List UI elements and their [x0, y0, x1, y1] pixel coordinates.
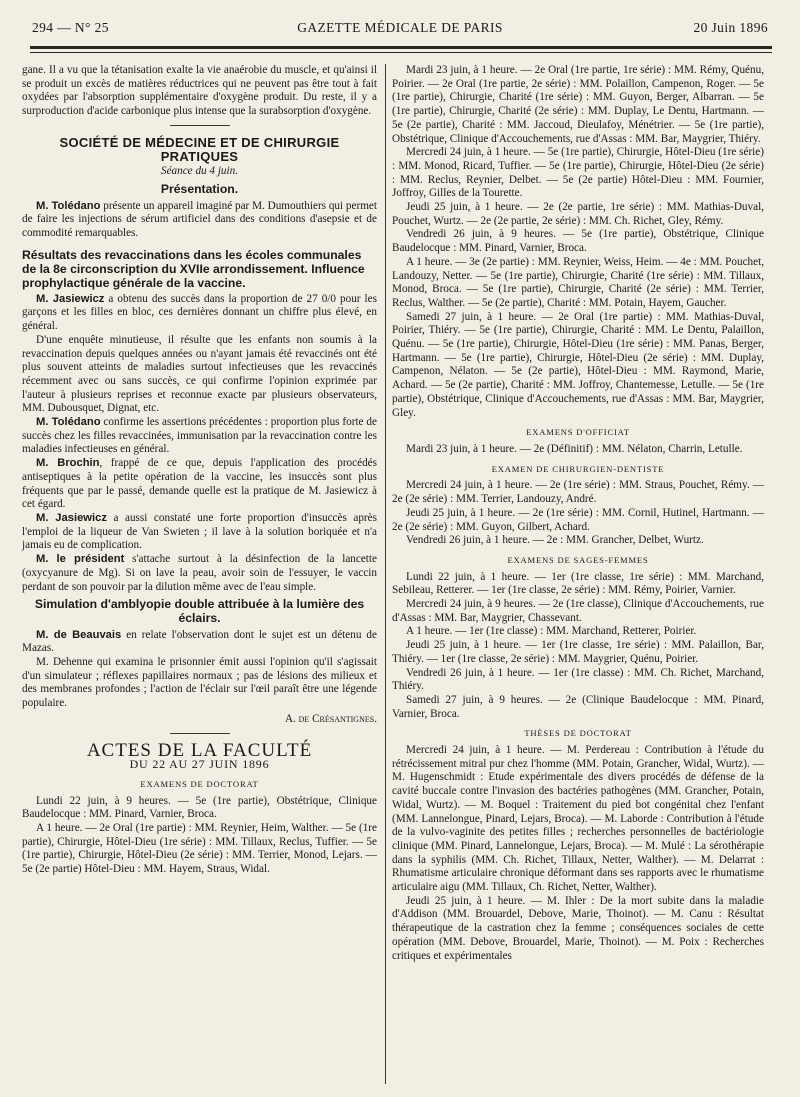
paragraph-text: en relate l'observation dont le sujet est un détenu de Mazas.: [22, 628, 377, 655]
schedule-entry: Vendredi 26 juin, à 1 heure. — 1er (1re classe) : MM. Ch. Richet, Marchand, Thiéry.: [392, 666, 764, 693]
paragraph: [22, 200, 377, 241]
left-column: [22, 64, 377, 877]
speaker: M. de Beauvais: [36, 628, 122, 641]
issue-date: 20 Juin 1896: [693, 20, 768, 35]
section-heading: EXAMENS D'OFFICIAT: [526, 427, 630, 438]
schedule-entry: Mercredi 24 juin, à 9 heures. — 2e (1re classe), Clinique d'Accouchements, rue d'Assas : MM. Bar, Maygrier, Chassevant.: [392, 598, 764, 624]
section-heading: EXAMENS DE DOCTORAT: [140, 778, 259, 789]
schedule-entry: Samedi 27 juin, à 1 heure. — 2e Oral (1re partie) : MM. Mathias-Duval, Poirier, Thiéry. — 5e (1re partie), Chirurgie, Charité : MM. Le Dentu, Palaillon, Quénu. — 5e (1re partie), Chirurgie, Hôtel-Dieu (1re série) : MM. Panas, Berger, Hartmann. — 5e (1re partie), Chirurgie, Hôtel-Dieu (2e série) : MM. Duplay, Campenon, Nélaton. — 5e (2e partie), Hôtel-Dieu : MM. Raymond, Marie, Achard. — 5e (2e partie), Charité : MM. Joffroy, Chantemesse, Letulle. — 5e (1re partie), Obstétrique, Clinique d'Accouchements, rue d'Assas : MM. Bar, Maygrier, Gley.: [392, 310, 764, 419]
speaker: M. Tolédano: [36, 416, 101, 429]
header-rule-thick: [30, 46, 772, 49]
paragraph-text: s'attache surtout à la désinfection de la lancette (oxycyanure de Mg). Si on lave la peau, avoir soin de l'essuyer, le vaccin perdant de son pouvoir par la dilution même avec de l'eau simple.: [22, 553, 377, 593]
page-number: 294 — N° 25: [32, 20, 109, 35]
schedule-entry: A 1 heure. — 1er (1re classe) : MM. Marchand, Retterer, Poirier.: [406, 625, 697, 638]
speaker: M. Tolédano: [36, 199, 101, 212]
paragraph: [22, 293, 377, 334]
schedule-entry: Jeudi 25 juin, à 1 heure. — 2e (1re série) : MM. Cornil, Hutinel, Hartmann. — 2e (2e série) : MM. Guyon, Gilbert, Achard.: [392, 506, 764, 533]
separator: [170, 733, 230, 734]
paragraph: M. Dehenne qui examina le prisonnier émit aussi l'opinion qu'il s'agissait d'un simulateur ; réflexes papillaires normaux ; pas de lésions des milieux et des membranes profondes ; l'action de l'éclair sur l'œil paraît être une légende populaire.: [22, 656, 377, 710]
paragraph: [22, 457, 377, 512]
intro-paragraph: gane. Il a vu que la tétanisation exalte la vie anaérobie du muscle, et qu'ainsi il se produit un excès de matières réductrices qui ne peuvent pas être tout à fait oxydées par l'absorption supplémentaire d'oxygène produit. Du reste, il y a surproduction d'acide carbonique plus intense que la surabsorption d'oxygène.: [22, 64, 377, 118]
separator: [170, 125, 230, 126]
signature: A. de Crésantignes.: [284, 712, 377, 725]
revaccination-title: Résultats des revaccinations dans les écoles communales de la 8e circonscription du XVIIe arrondissement. Influence prophylactique générale de la vaccine.: [22, 247, 365, 290]
section-heading: THÈSES DE DOCTORAT: [524, 728, 632, 739]
speaker: M. Jasiewicz: [36, 511, 107, 524]
schedule-entry: Mardi 23 juin, à 1 heure. — 2e (Définitif) : MM. Nélaton, Charrin, Letulle.: [406, 442, 743, 455]
paragraph-text: , frappé de ce que, depuis l'application des procédés antiseptiques à la petite opération de la vaccine, les insuccès sont plus fréquents que par le passé, demande quelle est la pratique de M. Jasiewicz à cet égard.: [22, 457, 377, 511]
column-divider: [385, 64, 386, 1084]
paragraph: [22, 629, 377, 656]
schedule-entry: Samedi 27 juin, à 9 heures. — 2e (Clinique Baudelocque : MM. Pinard, Varnier, Broca.: [392, 693, 764, 720]
schedule-entry: Jeudi 25 juin, à 1 heure. — M. Ihler : De la mort subite dans la maladie d'Addison (MM. Brouardel, Debove, Marie, Thoinot). — M. Canu : Résultat thérapeutique de la castration chez la femme ; conséquences sociales de cette opération (MM. Debove, Brouardel, Marie, Thoinot). — M. Poix : Recherches critiques et expérimentales: [392, 894, 764, 962]
speaker: M. Brochin: [36, 457, 100, 470]
amblyopie-title: Simulation d'amblyopie double attribuée à la lumière des éclairs.: [34, 597, 365, 625]
schedule-entry: Jeudi 25 juin, à 1 heure. — 2e (2e partie, 1re série) : MM. Mathias-Duval, Pouchet, Wurtz. — 2e (2e partie, 2e série) : MM. Ch. Richet, Gley, Rémy.: [392, 201, 764, 227]
schedule-entry: Mercredi 24 juin, à 1 heure. — M. Perdereau : Contribution à l'étude du rétrécissement mitral pur chez l'homme (MM. Potain, Grancher, Widal, Wurtz). — M. Hugenschmidt : Etude expérimentale des divers procédés de défense de la cavité buccale contre l'invasion des bactéries pathogènes (MM. Grancher, Potain, Widal, Wurtz). — M. Boquel : Traitement du pied bot congénital chez l'enfant (MM. Lannelongue, Pinard, Lejars, Broca). — M. Laborde : Contribution à l'étude de la vulvo-vaginite des petites filles ; recherches personnelles de bactériologie clinique (MM. Pinard, Lannelongue, Lejars, Broca). — M. Mulé : La sérothérapie dans la syphilis (MM. Ch. Richet, Tillaux, Netter, Walther). — M. Delarrat : Rhumatisme articulaire chronique déformant dans ses rapports avec le rhumatisme articulaire aigu (MM. Tillaux, Ch. Richet, Netter, Walther).: [392, 744, 764, 894]
paragraph: [22, 512, 377, 553]
speaker: M. Jasiewicz: [36, 292, 105, 305]
section-heading: EXAMEN DE CHIRURGIEN-DENTISTE: [491, 463, 665, 474]
paragraph-text: confirme les assertions précédentes : proportion plus forte de succès chez les filles revaccinées, immunisation par la revaccination contre les maladies infectieuses en général.: [22, 416, 377, 456]
paragraph-text: a obtenu des succès dans la proportion de 27 0/0 pour les garçons et les filles en bloc, ces dernières donnant un chiffre plus élevé, en général.: [22, 292, 377, 333]
schedule-entry: Jeudi 25 juin, à 1 heure. — 1er (1re classe, 1re série) : MM. Palaillon, Bar, Thiéry. — 1er (1re classe, 2e série) : MM. Maygrier, Quénu, Poirier.: [392, 639, 764, 665]
schedule-entry: Mercredi 24 juin, à 1 heure. — 5e (1re partie), Chirurgie, Hôtel-Dieu (1re série) : MM. Monod, Ricard, Tuffier. — 5e (1re partie), Chirurgie, Hôtel-Dieu (2e série) : MM. Reclus, Reynier, Delbet. — 5e (2e partie) Hôtel-Dieu : MM. Fournier, Joffroy, Gilles de la Tourette.: [392, 146, 764, 200]
seance-date: Séance du 4 juin.: [160, 165, 239, 178]
schedule-entry: Mardi 23 juin, à 1 heure. — 2e Oral (1re partie, 1re série) : MM. Rémy, Quénu, Poirier. — 2e Oral (1re partie, 2e série) : MM. Polaillon, Campenon, Roger. — 5e (1re partie), Chirurgie, Charité (1re série) : MM. Guyon, Berger, Albarran. — 5e (1re partie), Chirurgie, Charité (2e série) : MM. Duplay, Le Dentu, Hartmann. — 5e (2e partie), Charité : MM. Jaccoud, Dieulafoy, Ménétrier. — 5e (1re partie), Obstétrique, Clinique d'Accouchements, rue d'Assas : MM. Bar, Maygrier, Thiéry.: [392, 64, 764, 145]
speaker: M. le président: [36, 553, 125, 566]
schedule-entry: Lundi 22 juin, à 9 heures. — 5e (1re partie), Obstétrique, Clinique Baudelocque : MM. Pinard, Varnier, Broca.: [22, 794, 377, 821]
schedule-entry: A 1 heure. — 3e (2e partie) : MM. Reynier, Weiss, Heim. — 4e : MM. Pouchet, Landouzy, Netter. — 5e (1re partie), Chirurgie, Charité (1re série) : MM. Tillaux, Monod, Broca. — 5e (1re partie), Chirurgie, Charité (2e série) : MM. Terrier, Reclus, Walther. — 5e (2e partie), Charité : MM. Potain, Hayem, Gaucher.: [392, 255, 764, 309]
actes-title: ACTES DE LA FACULTÉ: [86, 739, 313, 761]
society-title: SOCIÉTÉ DE MÉDECINE ET DE CHIRURGIE PRATIQUES: [59, 134, 340, 164]
right-column: [392, 64, 764, 963]
schedule-entry: Lundi 22 juin, à 1 heure. — 1er (1re classe, 1re série) : MM. Marchand, Sebileau, Retterer. — 1er (1re classe, 2e série) : MM. Rémy, Poirier, Varnier.: [392, 570, 764, 597]
actes-dates: DU 22 AU 27 JUIN 1896: [129, 757, 270, 772]
schedule-entry: Vendredi 26 juin, à 1 heure. — 2e : MM. Grancher, Delbet, Wurtz.: [406, 534, 704, 547]
schedule-entry: A 1 heure. — 2e Oral (1re partie) : MM. Reynier, Heim, Walther. — 5e (1re partie), Chirurgie, Hôtel-Dieu (1re série) : MM. Tillaux, Reclus, Tuffier. — 5e (1re partie), Chirurgie, Hôtel-Dieu (2e série) : MM. Terrier, Monod, Lejars. — 5e (2e partie) Hôtel-Dieu : MM. Hayem, Straus, Widal.: [22, 822, 377, 876]
journal-title: GAZETTE MÉDICALE DE PARIS: [297, 20, 503, 35]
paragraph: [22, 416, 377, 457]
paragraph: D'une enquête minutieuse, il résulte que les enfants non soumis à la revaccination depuis quelques années ou n'ayant jamais été revaccinés ont été plus souvent atteints de maladies surtout infectieuses que les revaccinés récemment avec ou sans succès, ce qui confirme l'opinion exprimée par l'auteur à plusieurs reprises et reconnue exacte par plusieurs observateurs, MM. Dubousquet, Dignat, etc.: [22, 333, 377, 415]
schedule-entry: Vendredi 26 juin, à 9 heures. — 5e (1re partie), Obstétrique, Clinique Baudelocque : MM. Pinard, Varnier, Broca.: [392, 228, 764, 255]
paragraph-text: a aussi constaté une forte proportion d'insuccès après l'emploi de la liqueur de Van Swieten ; il lave à la solution boriquée et n'a jamais eu de complication.: [22, 511, 377, 552]
header-rule-thin: [30, 52, 772, 53]
presentation-title: Présentation.: [160, 181, 239, 196]
schedule-entry: Mercredi 24 juin, à 1 heure. — 2e (1re série) : MM. Straus, Pouchet, Rémy. — 2e (2e série) : MM. Terrier, Landouzy, André.: [392, 479, 764, 506]
section-heading: EXAMENS DE SAGES-FEMMES: [507, 554, 649, 565]
paragraph-text: présente un appareil imaginé par M. Dumouthiers qui permet de faire les injections de sérum artificiel dans des conditions d'asepsie et de commodité remarquables.: [22, 199, 377, 240]
page-header: [32, 20, 768, 42]
paragraph: [22, 553, 377, 594]
